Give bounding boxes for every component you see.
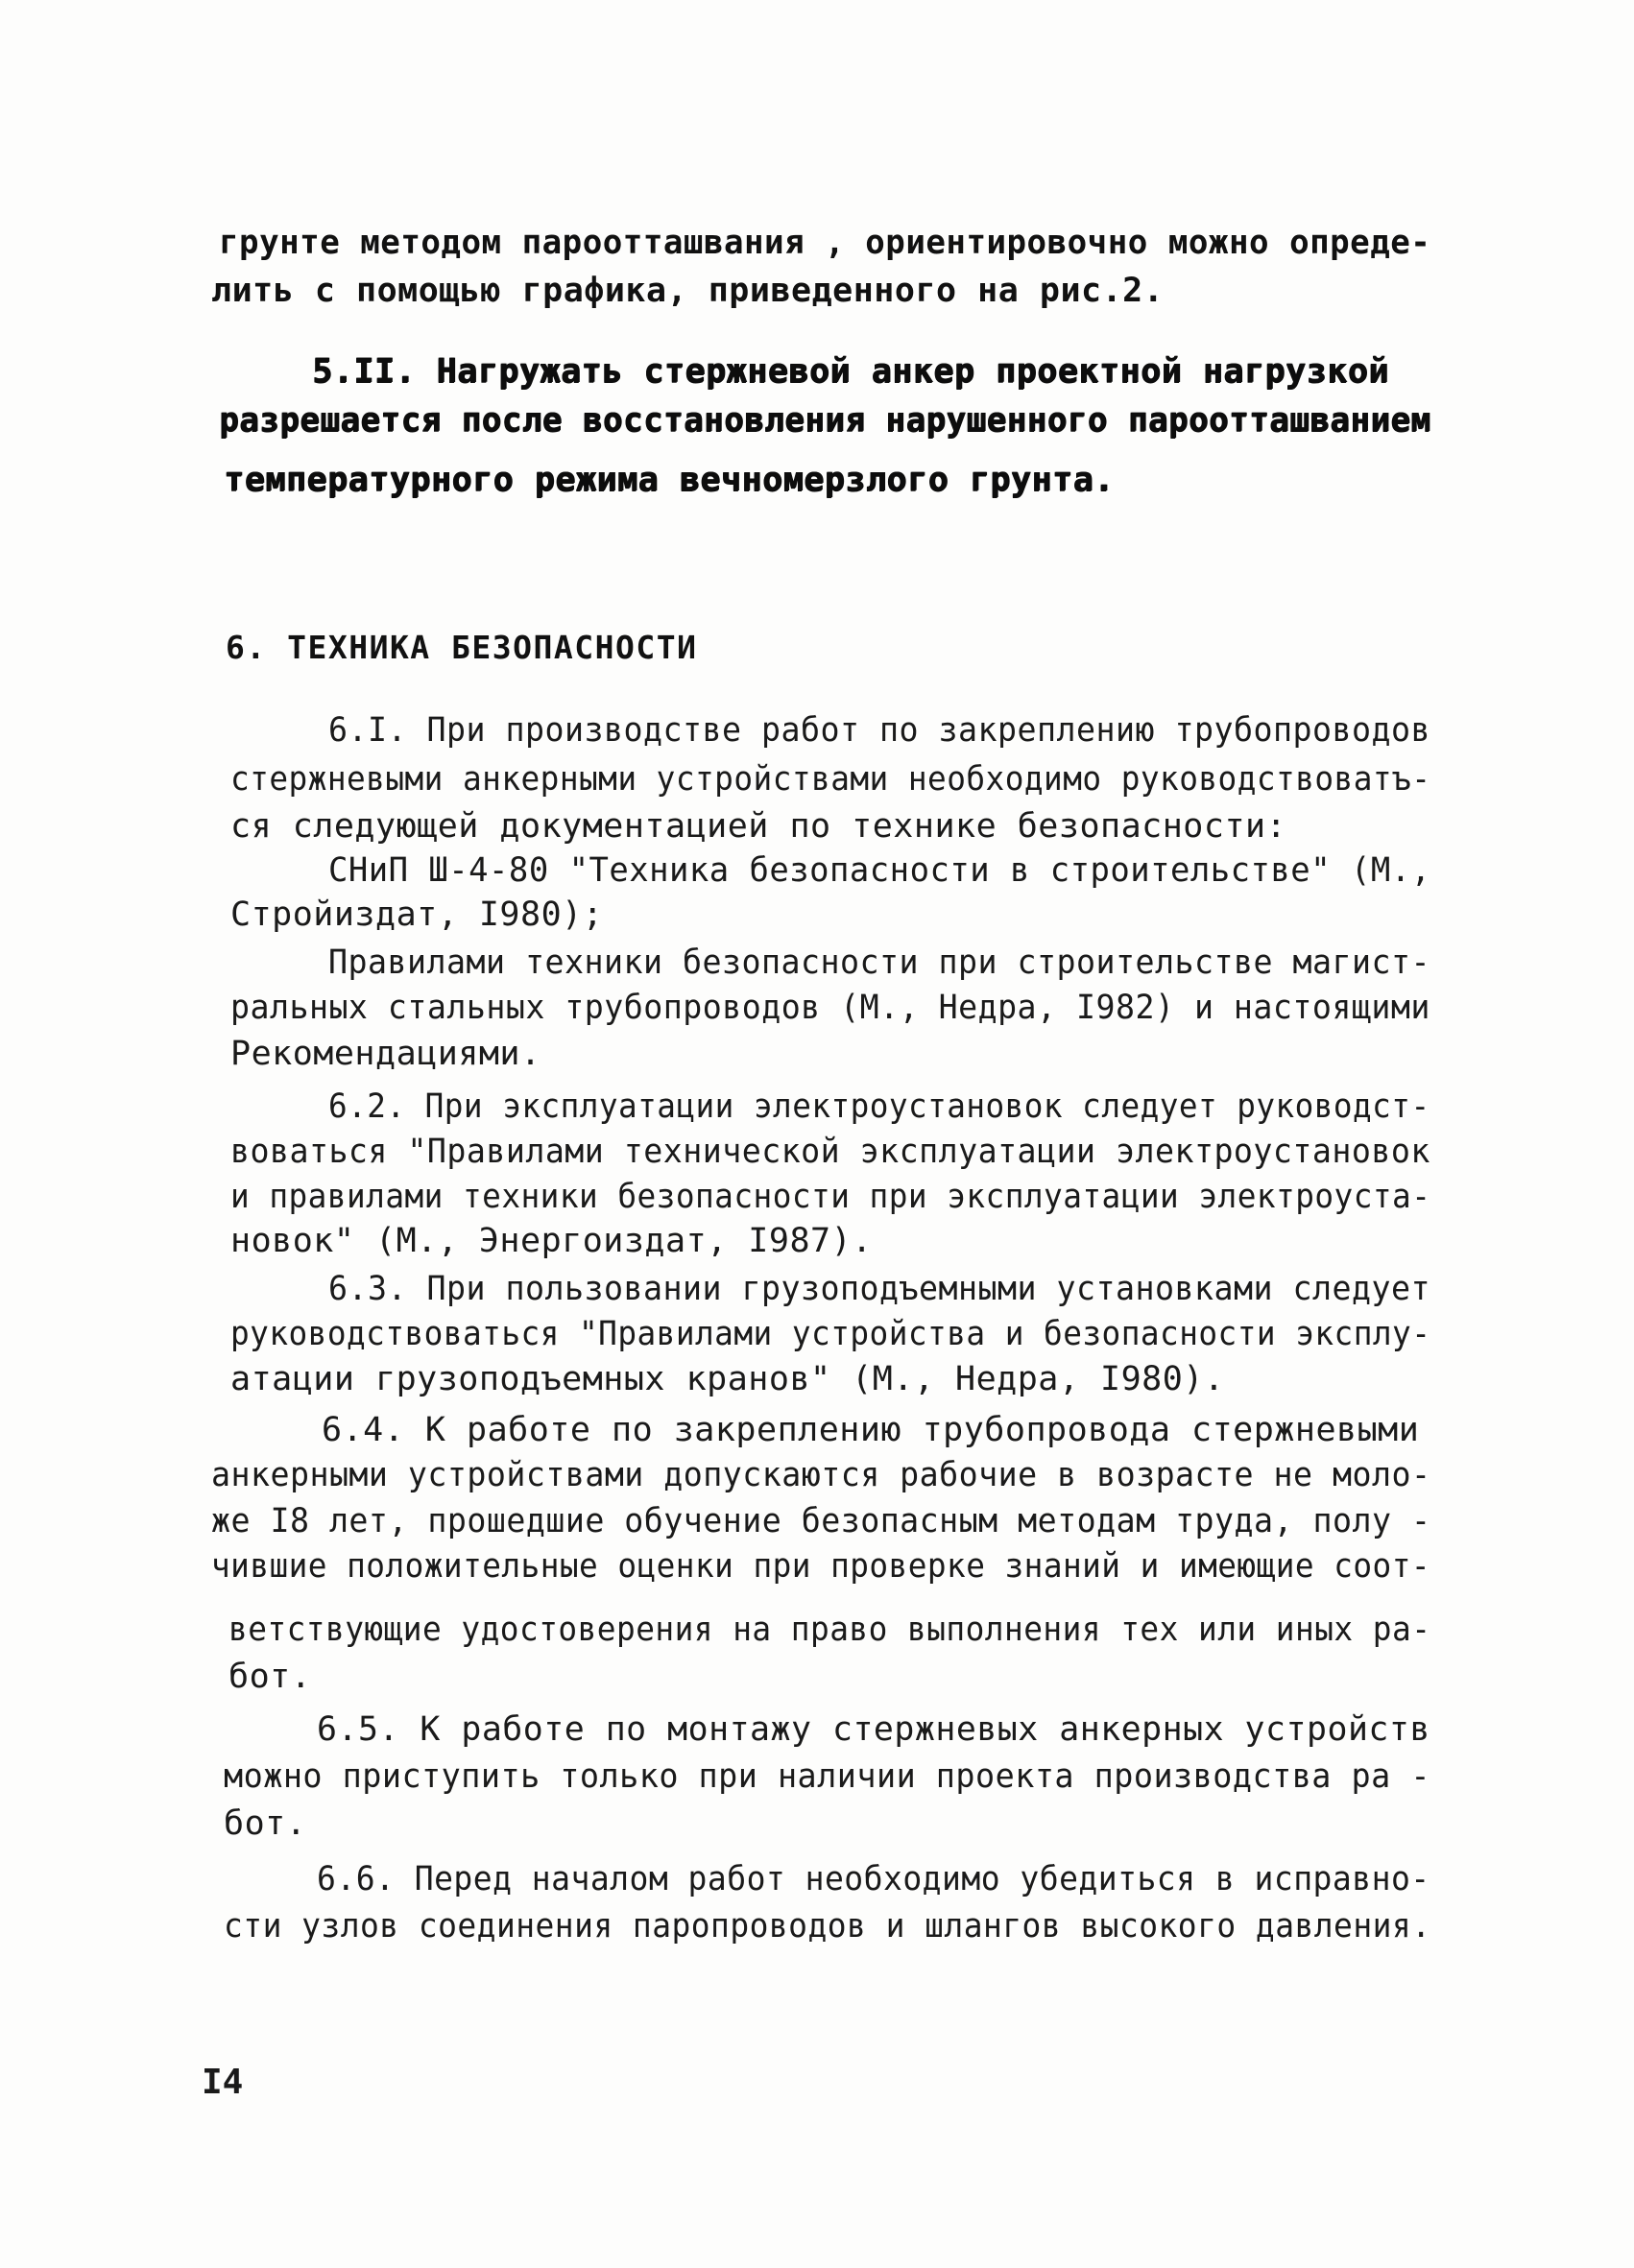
text-line: 5.II. Нагружать стержневой анкер проектной нагрузкой — [312, 352, 1389, 391]
text-line: сти узлов соединения паропроводов и шлангов высокого давления. — [224, 1907, 1431, 1946]
text-line: атации грузоподъемных кранов" (М., Недра, I980). — [230, 1360, 1225, 1398]
text-line: анкерными устройствами допускаются рабочие в возрасте не моло- — [211, 1456, 1431, 1494]
text-line: 6.5. К работе по монтажу стержневых анкерных устройств — [317, 1710, 1430, 1749]
text-line: 6.6. Перед началом работ необходимо убедиться в исправно- — [317, 1860, 1430, 1898]
text-line: можно приступить только при наличии проекта производства ра - — [224, 1757, 1430, 1796]
text-line: ся следующей документацией по технике безопасности: — [230, 807, 1287, 846]
text-line: новок" (М., Энергоиздат, I987). — [230, 1222, 873, 1260]
text-line: ветствующие удостоверения на право выполнения тех или иных ра- — [228, 1611, 1431, 1649]
text-line: грунте методом пароотташвания , ориентировочно можно опреде- — [219, 224, 1431, 262]
text-line: руководствоваться "Правилами устройства и безопасности эксплу- — [230, 1315, 1431, 1353]
text-line: бот. — [224, 1804, 307, 1843]
text-line: 6.I. При производстве работ по закреплению трубопроводов — [328, 711, 1430, 750]
text-line: Стройиздат, I980); — [230, 895, 604, 934]
text-line: ральных стальных трубопроводов (М., Недра, I982) и настоящими — [230, 989, 1430, 1027]
text-line: Рекомендациями. — [230, 1035, 541, 1073]
text-line: 6.2. При эксплуатации электроустановок следует руководст- — [328, 1087, 1430, 1126]
text-line: 6.4. К работе по закреплению трубопровода стержневыми — [322, 1411, 1420, 1449]
text-line: чившие положительные оценки при проверке знаний и имеющие соот- — [211, 1547, 1431, 1586]
text-line: бот. — [228, 1658, 312, 1696]
text-line: разрешается после восстановления нарушенного пароотташванием — [219, 401, 1431, 440]
text-line: Правилами техники безопасности при строительстве магист- — [328, 943, 1430, 982]
text-line: воваться "Правилами технической эксплуатации электроустановок — [230, 1133, 1430, 1171]
text-line: лить с помощью графика, приведенного на рис.2. — [211, 272, 1165, 310]
text-line: 6.3. При пользовании грузоподъемными установками следует — [328, 1270, 1430, 1308]
text-line: же I8 лет, прошедшие обучение безопасным методам труда, полу - — [211, 1502, 1431, 1540]
text-line: и правилами техники безопасности при эксплуатации электроуста- — [230, 1178, 1431, 1216]
text-line: температурного режима вечномерзлого грунта. — [224, 461, 1115, 499]
page-number: I4 — [202, 2063, 244, 2102]
section-heading: 6. ТЕХНИКА БЕЗОПАСНОСТИ — [226, 629, 698, 666]
text-line: СНиП Ш-4-80 "Техника безопасности в строительстве" (М., — [328, 851, 1431, 890]
text-line: стержневыми анкерными устройствами необходимо руководствоватъ- — [230, 760, 1431, 799]
